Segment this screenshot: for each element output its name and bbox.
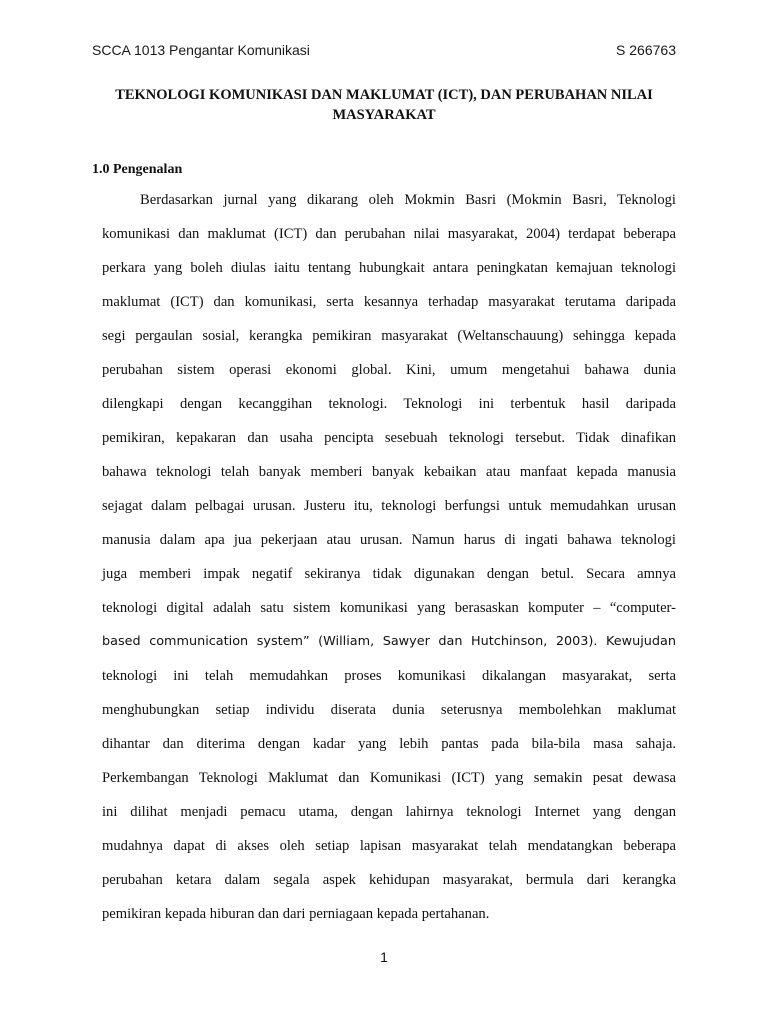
paragraph-line: maklumat (ICT) dan komunikasi, serta kesannya terhadap masyarakat terutama daripada bbox=[102, 294, 676, 310]
body-paragraph bbox=[102, 189, 676, 937]
paragraph-line: perubahan sistem operasi ekonomi global. Kini, umum mengetahui bahawa dunia bbox=[102, 362, 676, 378]
paragraph-line: mudahnya dapat di akses oleh setiap lapisan masyarakat telah mendatangkan beberapa bbox=[102, 838, 676, 854]
paragraph-line: teknologi digital adalah satu sistem komunikasi yang berasaskan komputer – “computer- bbox=[102, 600, 676, 616]
paragraph-line: Berdasarkan jurnal yang dikarang oleh Mokmin Basri (Mokmin Basri, Teknologi bbox=[140, 192, 676, 208]
paragraph-line: pemikiran, kepakaran dan usaha pencipta sesebuah teknologi tersebut. Tidak dinafikan bbox=[102, 430, 676, 446]
paragraph-line: based communication system” (William, Sawyer dan Hutchinson, 2003). Kewujudan bbox=[102, 634, 676, 649]
paragraph-line: perubahan ketara dalam segala aspek kehidupan masyarakat, bermula dari kerangka bbox=[102, 872, 676, 888]
document-title-line-2: MASYARAKAT bbox=[332, 107, 436, 123]
header-student-id: S 266763 bbox=[616, 42, 676, 58]
document-title bbox=[92, 85, 676, 125]
paragraph-line: bahawa teknologi telah banyak memberi banyak kebaikan atau manfaat kepada manusia bbox=[102, 464, 676, 480]
paragraph-line: sejagat dalam pelbagai urusan. Justeru itu, teknologi berfungsi untuk memudahkan urusan bbox=[102, 498, 676, 514]
paragraph-line: segi pergaulan sosial, kerangka pemikiran masyarakat (Weltanschauung) sehingga kepada bbox=[102, 328, 676, 344]
page-number: 1 bbox=[380, 949, 388, 965]
paragraph-line: menghubungkan setiap individu diserata dunia seterusnya membolehkan maklumat bbox=[102, 702, 676, 718]
paragraph-line: manusia dalam apa jua pekerjaan atau urusan. Namun harus di ingati bahawa teknologi bbox=[102, 532, 676, 548]
paragraph-line: ini dilihat menjadi pemacu utama, dengan lahirnya teknologi Internet yang dengan bbox=[102, 804, 676, 820]
paragraph-line: juga memberi impak negatif sekiranya tidak digunakan dengan betul. Secara amnya bbox=[102, 566, 676, 582]
section-heading: 1.0 Pengenalan bbox=[92, 162, 183, 177]
paragraph-line: teknologi ini telah memudahkan proses komunikasi dikalangan masyarakat, serta bbox=[102, 668, 676, 684]
paragraph-line: perkara yang boleh diulas iaitu tentang hubungkait antara peningkatan kemajuan teknologi bbox=[102, 260, 676, 276]
paragraph-line: dilengkapi dengan kecanggihan teknologi. Teknologi ini terbentuk hasil daripada bbox=[102, 396, 676, 412]
paragraph-line: komunikasi dan maklumat (ICT) dan perubahan nilai masyarakat, 2004) terdapat beberapa bbox=[102, 226, 676, 242]
header-course: SCCA 1013 Pengantar Komunikasi bbox=[92, 42, 310, 58]
paragraph-line: dihantar dan diterima dengan kadar yang lebih pantas pada bila-bila masa sahaja. bbox=[102, 736, 676, 752]
paragraph-line: Perkembangan Teknologi Maklumat dan Komunikasi (ICT) yang semakin pesat dewasa bbox=[102, 770, 676, 786]
document-title-line-1: TEKNOLOGI KOMUNIKASI DAN MAKLUMAT (ICT), DAN PERUBAHAN NILAI bbox=[115, 87, 653, 103]
paragraph-line: pemikiran kepada hiburan dan dari perniagaan kepada pertahanan. bbox=[102, 906, 490, 922]
